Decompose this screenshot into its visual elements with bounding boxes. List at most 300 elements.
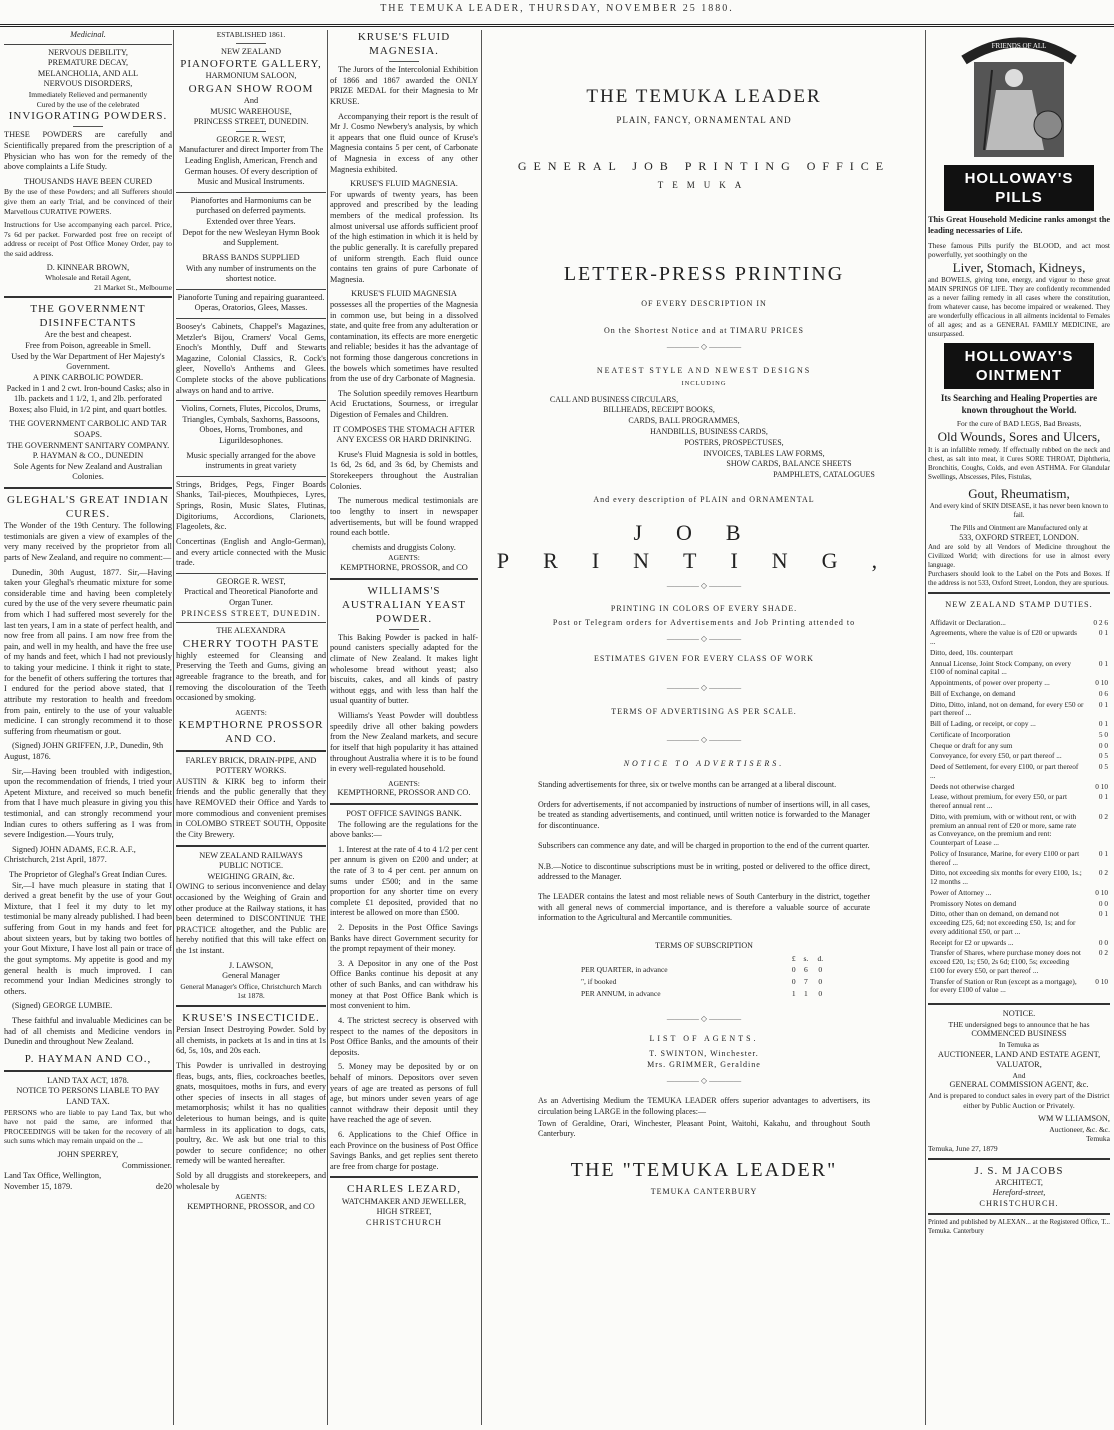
duty-item: Deeds not otherwise charged — [930, 781, 1015, 791]
table-cell: 0 — [818, 976, 823, 986]
britannia-illustration — [944, 30, 1094, 165]
regulation: 6. Applications to the Chief Office in each Province on the business of Post Office Savings Banks, and get replies sent thereto are free from charge for postage. — [330, 1129, 478, 1171]
testimonial-heading: The Proprietor of Gleghal's Great Indian Cures. — [9, 870, 167, 880]
testimonial: Dunedin, 30th August, 1877. Sir,—Having taken your Gleghal's rheumatic mixture for some considerable time and having been completely cured by the use of the very severe rheumatic pain from which I had suffered most severely for the last ten years, I am in a state of perfect health, and now free from all pains. I am now free from the pain, and well in my health, and have the free use of my hands and feet, which I had not previously to taking your medicine. I think it right to state, for the benefit of others suffering the tortures that I endured for the period above stated, that I attribute my restoration to health and freedom from pain, entirely to the use of your valuable medicine. I can strongly recommend it to those suffering from rheumatism or gout. — [4, 567, 172, 736]
town-name: TEMUKA — [657, 180, 751, 191]
table-cell: 0 — [791, 965, 796, 975]
notice-date — [4, 1182, 172, 1193]
ad-body: possesses all the properties of the Magnesia in common use, but being in a dissolved state, and quite free from any adulteration or contamination, its effects are more energetic and reliable; besides it has the advantage of not forming those dangerous concretions in the bowels which sometimes have resulted from the use of dry Carbonate of Magnesia. — [330, 299, 478, 384]
duty-value: 0 2 — [1098, 868, 1108, 878]
notice-date-text: November 15, 1879. — [4, 1181, 73, 1191]
duty-value: 0 1 — [1098, 628, 1108, 638]
ornament-rule: ———— ◇ ———— — [666, 341, 742, 351]
table-row — [581, 965, 827, 975]
ornament-rule: ———— ◇ ———— — [666, 581, 742, 591]
shortest-notice: On the Shortest Notice and at TIMARU PRICES — [604, 325, 804, 335]
duty-value: 0 0 — [1098, 740, 1108, 750]
agent-role: Auctioneer, &c. &c. — [1049, 1124, 1110, 1134]
ad-heading: POST OFFICE SAVINGS BANK. — [346, 808, 462, 818]
ad-body: These famous Pills purify the BLOOD, and act most powerfully, yet soothingly on the — [928, 240, 1110, 260]
table-header-cell: s. — [803, 953, 809, 963]
divider — [928, 1158, 1110, 1160]
ad-body: This Great Household Medicine ranks amongst the leading necessaries of Life. — [928, 215, 1110, 235]
table-row — [930, 813, 1108, 848]
top-rule — [0, 24, 1114, 27]
duty-value: 0 10 — [1095, 678, 1108, 688]
table-cell: PER ANNUM, in advance — [581, 988, 661, 998]
divider — [928, 1213, 1110, 1215]
subscription-terms — [579, 941, 829, 1000]
ad-body: For the cure of BAD LEGS, Bad Breasts, — [956, 419, 1082, 429]
ad-body: The Solution speedily removes Heartburn Acid Eructations, Sourness, or irregular Digestion of Females and Children. — [330, 388, 478, 420]
ad-heading: LAND TAX ACT, 1878. — [47, 1075, 129, 1085]
ad-heading: CHERRY TOOTH PASTE — [182, 637, 320, 650]
duty-item: Ditto, with premium, with or without rent, or with premium an annual rent of £20 or more, same rate as Conveyance, on the premium and rent: Counterpart of Lease ... — [930, 811, 1077, 848]
ad-line: And — [1012, 1070, 1026, 1080]
telegram-line: Post or Telegram orders for Advertisements and Job Printing attended to — [552, 617, 856, 627]
ad-body: highly esteemed for Cleansing and Preserving the Teeth and Gums, giving an agreeable fragrance to the breath, and for removing the discolouration of the Teeth occasioned by smoking. — [176, 650, 326, 703]
duty-value: 0 5 — [1098, 762, 1108, 772]
britannia-engraving — [944, 30, 1094, 165]
ad-line: GENERAL COMMISSION AGENT, &c. — [949, 1080, 1089, 1090]
product-item: SHOW CARDS, BALANCE SHEETS — [726, 459, 852, 469]
table-row — [930, 701, 1108, 719]
subtitle: PLAIN, FANCY, ORNAMENTAL AND — [616, 115, 792, 126]
testimonial: Sir,—I have much pleasure in stating that I derived a great benefit by the use of your Gout Mixture, that I feel it my duty to let my testimonial be many already published. I had been suffering from Gout in my hands and feet for about sixteen years, but by taking two bottles of your Gout Mixture, I have lost all pain or trace of the gout symptoms. My appetite is good and my general health is much improved. I can recommend your Indian Medicines strongly to others. — [4, 880, 172, 996]
imprint: Printed and published by ALEXAN... at the Registered Office, T... Temuka. Canterbury — [928, 1219, 1110, 1236]
duty-value: 5 0 — [1098, 729, 1108, 739]
divider — [176, 400, 326, 401]
ornament-rule: ———— ◇ ———— — [666, 634, 742, 644]
signature: Signed) JOHN ADAMS, F.C.R. A.F., Christchurch, 21st April, 1877. — [4, 844, 136, 865]
duty-item: Bill of Lading, or receipt, or copy ... — [930, 719, 1036, 729]
ad-line: WEIGHING GRAIN, &c. — [207, 871, 295, 881]
figure-head — [1005, 69, 1023, 87]
table-row — [930, 783, 1108, 792]
divider — [928, 592, 1110, 594]
duty-item: Ditto, deed, 10s. counterpart — [930, 647, 1014, 657]
ad-body: Practical and Theoretical Pianoforte and Organ Tuner. — [184, 587, 318, 607]
column-rule — [173, 30, 174, 1425]
duty-item: Policy of Insurance, Marine, for every £100 or part thereof ... — [930, 848, 1080, 867]
notice-paragraph: As an Advertising Medium the TEMUKA LEADER offers superior advantages to advertisers, its circulation being LARGE in the following places:— — [538, 1096, 870, 1116]
duty-item: Annual License, Joint Stock Company, on every £100 of nominal capital ... — [930, 658, 1071, 677]
plain-ornamental: And every description of PLAIN and ORNAMENTAL — [593, 494, 815, 504]
ad-heading: KRUSE'S FLUID MAGNESIA — [351, 289, 457, 299]
ad-body: Pianoforte Tuning and repairing guaranteed. Operas, Oratorios, Glees, Masses. — [177, 292, 325, 313]
table-row — [930, 793, 1108, 811]
agent-place: Temuka — [1085, 1134, 1110, 1144]
notice-paragraph: The LEADER contains the latest and most reliable news of South Canterbury in the district, together with all general news of commercial importance, and is therefore a valuable source of accurate information to the Agricultural and Mercantile communities. — [538, 892, 870, 923]
duty-item: Receipt for £2 or upwards ... — [930, 937, 1014, 947]
divider — [4, 296, 172, 298]
ad-line: NEW ZEALAND — [221, 46, 281, 56]
ad-body: Williams's Yeast Powder will doubtless speedily drive all other baking powders from the New Zealand markets, and secure for itself that high popularity it has attained throughout Australia where it is to be found in every well-regulated household. — [330, 711, 478, 774]
table-row — [930, 889, 1108, 898]
ad-line: PRINCESS STREET, DUNEDIN. — [193, 117, 309, 127]
notice-heading: NOTICE. — [1002, 1009, 1036, 1019]
ad-heading: BRASS BANDS SUPPLIED — [202, 252, 300, 262]
ad-line: ESTABLISHED 1861. — [216, 30, 286, 39]
table-row — [930, 690, 1108, 699]
duty-item: Ditto, other than on demand, on demand not exceeding £25, 6d; not exceeding £50, 1s; and for every additional £50, or part ... — [930, 909, 1076, 936]
ad-heading: PIANOFORTE GALLERY, — [180, 58, 322, 71]
ad-body: Boosey's Cabinets, Chappel's Magazines, Metzler's Bijou, Cramers' Vocal Gems, Enoch's Monthly, Duff and Stewarts Magazine, Colonial Classics, R. Cock's gleer, Novello's Anthems and Glees. Complete stocks of the above publications always on hand and to arrive. — [176, 321, 326, 395]
ad-body: Music specially arranged for the above instruments in great variety — [186, 450, 316, 471]
agent-address: Land Tax Office, Wellington, — [4, 1171, 102, 1181]
ad-body: Concertinas (English and Anglo-German), and every article connected with the Music trade. — [176, 536, 326, 568]
ad-body: THESE POWDERS are carefully and Scientifically prepared from the prescription of a Physician who has won for the remedy of the above complaints a Life Study. — [4, 130, 172, 172]
agent-entry: T. SWINTON, Winchester. — [649, 1048, 759, 1058]
ad-heading: THOUSANDS HAVE BEEN CURED — [23, 176, 153, 186]
column-rule — [925, 30, 926, 1425]
footer-place: TEMUKA CANTERBURY — [650, 1187, 758, 1197]
ad-line: MUSIC WAREHOUSE, — [210, 106, 292, 116]
table-cell: ", if booked — [581, 976, 617, 986]
ad-body: It is an infallible remedy. If effectually rubbed on the neck and chest, as salt into meat, it Cures SORE THROAT, Diphtheria, Bronchitis, Coughs, Colds, and even ASTHMA. For Glandular Swellings, Abscesses, Piles, Fistulas, — [928, 445, 1110, 481]
ad-line: THE ALEXANDRA — [216, 626, 286, 636]
ad-body: Strings, Bridges, Pegs, Finger Boards Shanks, Tail-pieces, Mouthpieces, Lyres, Springs, Rosin, Music Slates, Flutinas, Digitoriums, Accordions, Clarionets, Flageolets, &c. — [176, 479, 326, 532]
table-row — [930, 869, 1108, 887]
column-rule — [481, 30, 482, 1425]
duty-value: 0 6 — [1098, 688, 1108, 698]
duty-item: Deed of Settlement, for every £100, or part thereof ... — [930, 762, 1079, 780]
divider — [4, 1070, 172, 1072]
table-row — [930, 720, 1108, 729]
ad-body: The numerous medical testimonials are too lengthy to insert in newspaper advertisements, but will be found wrapped round each bottle. — [330, 496, 478, 538]
table-header-cell: d. — [817, 953, 824, 963]
ad-body: Persian Insect Destroying Powder. Sold by all chemists, in packets at 1s and in tins at 1s 6d, 5s, 10s, and 20s each. — [176, 1025, 326, 1056]
product-item: INVOICES, TABLES LAW FORMS, — [703, 448, 825, 458]
divider — [176, 192, 326, 193]
short-rule — [389, 629, 419, 630]
duty-item: Agreements, where the value is of £20 or upwards ... — [930, 628, 1077, 647]
table-row — [930, 619, 1108, 628]
table-cell: 0 — [791, 976, 796, 986]
agent-role: WATCHMAKER AND JEWELLER, — [341, 1196, 467, 1206]
notice-paragraph: Subscribers can commence any date, and will be charged in proportion to the end of the current quarter. — [538, 841, 870, 851]
ad-line: AUCTIONEER, LAND AND ESTATE AGENT, VALUATOR, — [937, 1049, 1101, 1070]
duty-value: 0 10 — [1095, 781, 1108, 791]
ad-line: COMMENCED BUSINESS — [971, 1029, 1067, 1039]
duty-value: 0 1 — [1098, 909, 1108, 919]
ad-line: Are the best and cheapest. — [44, 330, 132, 340]
product-item: HANDBILLS, BUSINESS CARDS, — [650, 426, 768, 436]
short-rule — [236, 43, 266, 44]
ad-heading: IT COMPOSES THE STOMACH AFTER ANY EXCESS OR HARD DRINKING. — [333, 424, 475, 445]
duty-item: Promissory Notes on demand — [930, 898, 1017, 908]
table-cell: 6 — [804, 965, 808, 975]
duty-value: 0 2 — [1098, 811, 1108, 821]
table-row — [930, 742, 1108, 751]
notice-code: de20 — [155, 1181, 172, 1191]
ad-body: The following are the regulations for the above banks:— — [330, 819, 478, 840]
regulation: 4. The strictest secrecy is observed with respect to the names of the depositors in Post Office Banks, and the amounts of their deposits. — [330, 1015, 478, 1057]
duty-value: 0 5 — [1098, 751, 1108, 761]
ad-heading: KRUSE'S FLUID MAGNESIA. — [357, 31, 451, 58]
product-item: CARDS, BALL PROGRAMMES, — [628, 416, 740, 426]
table-cell: 0 — [818, 965, 823, 975]
ad-line: Cured by the use of the celebrated — [36, 99, 140, 109]
ad-line: NERVOUS DISORDERS, — [43, 79, 133, 89]
product-item: CALL AND BUSINESS CIRCULARS, — [549, 394, 679, 404]
table-row — [930, 900, 1108, 909]
agent-name: P. HAYMAN AND CO., — [24, 1052, 152, 1065]
holloways-ointment-banner: HOLLOWAY'S OINTMENT — [944, 343, 1094, 389]
duty-item: Appointments, of power over property ... — [930, 678, 1050, 688]
agents-heading: LIST OF AGENTS. — [649, 1034, 759, 1044]
table-row — [581, 989, 827, 999]
duty-value: 0 1 — [1098, 719, 1108, 729]
duty-item: Cheque or draft for any sum — [930, 740, 1013, 750]
duty-item: Affidavit or Declaration... — [930, 617, 1006, 627]
table-row — [930, 679, 1108, 688]
holloways-pills-banner: HOLLOWAY'S PILLS — [944, 165, 1094, 211]
ad-body: Extended over three Years. — [206, 217, 296, 227]
ad-body: Instructions for Use accompanying each parcel. Price, 7s 6d per packet. Forwarded post free on receipt of address or receipt of Post Office Money Order, pay to the said address. — [4, 220, 172, 258]
agent-address: Hereford-street, — [992, 1188, 1046, 1198]
including: INCLUDING — [681, 380, 727, 388]
ad-heading: THE GOVERNMENT SANITARY COMPANY. — [6, 440, 170, 450]
ad-body: Violins, Cornets, Flutes, Piccolos, Drums, Triangles, Cymbals, Saxhorns, Bassoons, Oboes, Horns, Trombones, and Ligurildesophones. — [181, 404, 321, 446]
signature: (Signed) JOHN GRIFFEN, J.P., Dunedin, 9th August, 1876. — [4, 741, 164, 761]
duty-value: 0 10 — [1095, 976, 1108, 986]
table-cell — [581, 954, 787, 964]
agent-role: General Manager — [222, 971, 280, 981]
divider — [330, 578, 478, 580]
table-cell: 7 — [804, 976, 808, 986]
short-rule — [73, 126, 103, 127]
table-header-cell: £ — [791, 953, 796, 963]
subscription-table — [579, 952, 829, 1000]
ad-heading: GLEGHAL'S GREAT INDIAN CURES. — [7, 494, 169, 521]
paper-title: THE TEMUKA LEADER — [586, 86, 822, 107]
duty-item: Certificate of Incorporation — [930, 729, 1011, 739]
table-row — [930, 731, 1108, 740]
table-cell: 0 — [818, 988, 823, 998]
divider — [176, 845, 326, 847]
regulation: 3. A Depositor in any one of the Post Office Banks continue his deposit at any other of such Banks, and can withdraw his money at that Post Office Bank which is most convenient to him. — [330, 958, 478, 1011]
divider — [176, 750, 326, 752]
agent-address: PRINCESS STREET, DUNEDIN. — [181, 608, 321, 618]
duty-value: 0 1 — [1098, 658, 1108, 668]
table-cell: PER QUARTER, in advance — [581, 965, 668, 975]
ad-heading: WILLIAMS'S AUSTRALIAN YEAST POWDER. — [341, 584, 467, 625]
table-row — [930, 978, 1108, 996]
agent-name: WM W LLIAMSON, — [1038, 1114, 1110, 1124]
duty-value: 0 10 — [1095, 887, 1108, 897]
ad-line: INVIGORATING POWDERS. — [8, 110, 168, 123]
duty-value: 0 1 — [1098, 792, 1108, 802]
table-row — [930, 752, 1108, 761]
divider — [928, 1003, 1110, 1005]
ad-line: MELANCHOLIA, AND ALL — [37, 68, 139, 78]
notice-paragraph: N.B.—Notice to discontinue subscriptions must be in writing, posted or delivered to the office direct, addressed to the Manager. — [538, 861, 870, 881]
table-row — [930, 850, 1108, 868]
address: 533, OXFORD STREET, LONDON. — [959, 533, 1079, 542]
agent-name: J. LAWSON, — [228, 960, 274, 970]
column-3 — [330, 30, 478, 1228]
table-row — [930, 649, 1108, 658]
product-item: PAMPHLETS, CATALOGUES — [773, 470, 875, 480]
ornament-rule: ———— ◇ ———— — [666, 1014, 742, 1024]
agent-role: Wholesale and Retail Agent, — [45, 273, 131, 283]
table-header-row — [581, 954, 827, 964]
ad-body: THE undersigned begs to announce that he has — [948, 1019, 1090, 1029]
ad-heading: NEW ZEALAND RAILWAYS — [199, 850, 303, 860]
subscription-heading: TERMS OF SUBSCRIPTION — [655, 941, 753, 951]
ad-body: Manufacturer and direct Importer from The Leading English, American, French and German houses. Of every description of Music and Musical Instruments. — [178, 145, 324, 187]
ad-heading: KRUSE'S INSECTICIDE. — [182, 1012, 320, 1025]
agent-name: JOHN SPERREY, — [57, 1150, 119, 1160]
regulation: 5. Money may be deposited by or on behalf of minors. Depositors over seven years of age are treated as persons of full age, but minors under seven years of age cannot withdraw their deposit until they have reached the age of seven. — [330, 1062, 478, 1125]
ornament-rule: ———— ◇ ———— — [666, 1076, 742, 1086]
ad-body: The Pills and Ointment are Manufactured only at — [950, 524, 1088, 533]
agent-role: ARCHITECT, — [994, 1177, 1043, 1187]
agent-name: KEMPTHORNE, PROSSOR, and CO — [187, 1201, 315, 1211]
agents-label: AGENTS: — [235, 1192, 267, 1202]
agent-name: CHARLES LEZARD, — [347, 1183, 461, 1196]
ad-body: AUSTIN & KIRK beg to inform their friends and the public generally that they have REMOVED their Office and Yards to more commodious and convenient premises in COLOMBO STREET SOUTH, Opposite the City Brewery. — [176, 776, 326, 839]
ad-line: Free from Poison, agreeable in Smell. — [25, 341, 151, 351]
ad-heading: KRUSE'S FLUID MAGNESIA. — [350, 179, 458, 189]
ad-body: And every kind of SKIN DISEASE, it has never been known to fail. — [929, 502, 1109, 520]
section-heading: Medicinal. — [70, 30, 106, 39]
paper-title-footer: THE "TEMUKA LEADER" — [570, 1158, 838, 1181]
duty-value: 0 2 6 — [1093, 617, 1108, 627]
duty-value: 0 2 — [1098, 948, 1108, 958]
ad-body: Packed in 1 and 2 cwt. Iron-bound Casks; also in 1lb. packets and 1 1/2, 1, and 2lb. perforated Boxes; also Fluid, in 1/2 pint, and quart bottles. — [6, 383, 170, 414]
agent-name: J. S. M JACOBS — [974, 1164, 1064, 1177]
neatest-style: NEATEST STYLE AND NEWEST DESIGNS — [596, 366, 812, 375]
agent-address: HIGH STREET, — [376, 1207, 432, 1217]
divider — [176, 573, 326, 574]
ad-body: Purchasers should look to the Label on the Pots and Boxes. If the address is not 533, Oxford Street, London, they are spurious. — [928, 570, 1110, 588]
ad-heading: FARLEY BRICK, DRAIN-PIPE, AND POTTERY WORKS. — [185, 755, 317, 776]
notice-heading: NOTICE TO ADVERTISERS. — [623, 759, 785, 769]
terms-line: TERMS OF ADVERTISING AS PER SCALE. — [611, 706, 797, 716]
testimonial: Sir,—Having been troubled with indigestion, upon the recommendation of friends, I tried your Apetent Mixture, and received so much benefit from that I have much pleasure in giving you this testimonial, and can strongly recommend your Indian cures to others suffering as I was from severe Indigestion.—Yours truly, — [4, 766, 172, 840]
ad-body: chemists and druggists Colony. — [352, 542, 456, 552]
agent-name: P. HAYMAN & CO., DUNEDIN — [32, 451, 144, 461]
letterpress-heading: LETTER-PRESS PRINTING — [563, 262, 845, 285]
divider — [4, 487, 172, 489]
table-row — [930, 939, 1108, 948]
column-5 — [928, 30, 1110, 1237]
divider — [4, 44, 172, 45]
product-list — [486, 395, 922, 481]
wounds-line: Old Wounds, Sores and Ulcers, — [937, 429, 1101, 445]
ad-heading: THE GOVERNMENT DISINFECTANTS — [30, 303, 146, 330]
table-row — [930, 763, 1108, 781]
notice-date: Temuka, June 27, 1879 — [928, 1143, 998, 1153]
agent-role: Commissioner. — [121, 1160, 172, 1170]
ornament-rule: ———— ◇ ———— — [666, 735, 742, 745]
table-row — [930, 629, 1108, 647]
ad-line: PUBLIC NOTICE. — [218, 861, 284, 871]
column-2 — [176, 30, 326, 1212]
debility-ad — [4, 48, 172, 124]
table-row — [581, 977, 827, 987]
stamp-duties-heading: NEW ZEALAND STAMP DUTIES. — [945, 600, 1093, 609]
duty-value: 0 1 — [1098, 699, 1108, 709]
table-cell: 1 — [791, 988, 796, 998]
gout-line: Gout, Rheumatism, — [968, 485, 1070, 501]
ad-body: This Powder is unrivalled in destroying fleas, bugs, ants, flies, cockroaches beetles, gnats, mosquitoes, moths in furs, and every other species of insects in all stages of metamorphosis; whilst it has no qualities deleterious to human beings, and is quite harmless in its application to dogs, cats, poultry, &c. We ask but one trial to this powder to secure confidence; no other remedy will be wanted hereafter. — [176, 1060, 326, 1166]
table-row — [930, 910, 1108, 936]
ad-heading: THE GOVERNMENT CARBOLIC AND TAR SOAPS. — [9, 419, 167, 439]
duty-item: Ditto, not exceeding six months for every £100, 1s.; 12 months ... — [930, 868, 1082, 887]
short-rule — [236, 131, 266, 132]
ad-body: And are sold by all Vendors of Medicine throughout the Civilized World; with directions for use in almost every language. — [928, 543, 1110, 570]
shield — [1034, 111, 1062, 139]
divider — [330, 1176, 478, 1178]
agent-entry: Mrs. GRIMMER, Geraldine — [647, 1059, 761, 1069]
agents-label: AGENTS: — [235, 707, 267, 717]
duty-item: Conveyance, for every £50, or part thereof ... — [930, 751, 1062, 761]
duty-value: 0 0 — [1098, 898, 1108, 908]
divider — [176, 289, 326, 290]
agent-name: KEMPTHORNE, PROSSOR AND CO. — [337, 788, 471, 798]
ad-body: For upwards of twenty years, has been approved and prescribed by the leading members of the medical profession. Its almost universal use affords sufficient proof of the high estimation in which it is held by the public generally. It is carefully prepared of uniform strength. Each fluid ounce contains ten grains of pure Carbonate of Magnesia. — [330, 189, 478, 284]
regulation: 2. Deposits in the Post Office Savings Banks have direct Government security for the prompt repayment of their money. — [330, 923, 478, 954]
duty-item: Ditto, Ditto, inland, not on demand, for every £50 or part thereof ... — [930, 699, 1084, 718]
ad-body: Pianofortes and Harmoniums can be purchased on deferred payments. — [190, 195, 312, 216]
ad-body: With any number of instruments on the shortest notice. — [185, 263, 317, 284]
ad-body: The Jurors of the Intercolonial Exhibition of 1866 and 1867 awarded the ONLY PRIZE MEDAL for their Magnesia to Mr KRUSE. — [330, 65, 478, 106]
ornament-rule: ———— ◇ ———— — [666, 682, 742, 692]
agent-name: KEMPTHORNE PROSSOR AND CO. — [178, 718, 324, 745]
ad-body: By the use of these Powders; and all Sufferers should give them an early Trial, and be convinced of their Marvellous CURATIVE POWERS. — [4, 187, 172, 216]
every-description: OF EVERY DESCRIPTION IN — [641, 299, 767, 309]
agent-address: CHRISTCHURCH. — [979, 1198, 1059, 1208]
ad-body: Sold by all druggists and storekeepers, and wholesale by — [176, 1171, 326, 1191]
divider — [176, 622, 326, 623]
ad-heading: NOTICE TO PERSONS LIABLE TO PAY LAND TAX. — [16, 1086, 160, 1107]
divider — [176, 318, 326, 319]
estimates-line: ESTIMATES GIVEN FOR EVERY CLASS OF WORK — [594, 654, 814, 664]
column-1 — [4, 30, 172, 1193]
agent-role: Sole Agents for New Zealand and Australian Colonies. — [13, 461, 163, 482]
duty-value: 0 1 — [1098, 848, 1108, 858]
notice-paragraph: Standing advertisements for three, six or twelve months can be arranged at a liberal discount. — [538, 779, 837, 789]
column-rule — [327, 30, 328, 1425]
agent-name: GEORGE R. WEST, — [216, 576, 286, 586]
signature: (Signed) GEORGE LUMBIE. — [12, 1001, 113, 1011]
short-rule — [389, 61, 419, 62]
ad-line: Used by the War Department of Her Majesty's Government. — [11, 351, 165, 372]
ad-line: HARMONIUM SALOON, — [205, 71, 297, 81]
regulation: 1. Interest at the rate of 4 to 4 1/2 per cent per annum is given on £200 and under; at the rate of 3 to 4 per cent. per annum on sums under £500; and in the same proportion for any shorter time on every complete £1 deposited, provided that no interest be allowed on more than £500. — [330, 844, 478, 918]
column-4-job-printing — [486, 30, 922, 1198]
agent-name: KEMPTHORNE, PROSSOR, and CO — [340, 562, 468, 572]
ad-body: and BOWELS, giving tone, energy, and vigour to these great MAIN SPRINGS OF LIFE. They are confidently recommended as a never failing remedy in all cases where the constitution, from whatever cause, has become impaired or weakened. They are wonderfully efficacious in all ailments incidental to Females of all ages; and as a GENERAL FAMILY MEDICINE, are unsurpassed. — [928, 276, 1110, 339]
job-printing-heading: JOB PRINTING, — [496, 520, 912, 574]
ad-body: Depot for the new Wesleyan Hymn Book and Supplement. — [182, 227, 320, 248]
ad-body: These faithful and invaluable Medicines can be had of all chemists and Medicine vendors in Dunedin and throughout New Zealand. — [4, 1015, 172, 1047]
notice-paragraph: Town of Geraldine, Orari, Winchester, Pleasant Point, Waitohi, Kakahu, and throughout South Canterbury. — [538, 1119, 870, 1139]
agent-name: GEORGE R. WEST, — [216, 134, 286, 144]
divider — [330, 803, 478, 805]
ad-body: This Baking Powder is packed in half-pound canisters specially adapted for the climate of New Zealand. It makes light wholesome bread without yeast; also biscuits, cakes, and all kinds of pastry without eggs, and with less than half the usual quantity of butter. — [330, 632, 478, 706]
office-title: GENERAL JOB PRINTING OFFICE — [517, 158, 891, 173]
duty-item: Transfer of Station or Run (except as a mortgage), for every £100 of value ... — [930, 976, 1077, 995]
ad-body: The Wonder of the 19th Century. The following testimonials are given a view of examples of the very many received by the proprietor from all parts of New Zealand, and require no comment:— — [4, 521, 172, 562]
banner-text: FRIENDS OF ALL — [991, 42, 1047, 50]
divider — [176, 476, 326, 477]
notice-paragraph: Orders for advertisements, if not accompanied by instructions of number of insertions will, in all cases, be treated as standing advertisements, and continued, until written notice is forwarded to the Manager for discontinuance. — [538, 799, 870, 830]
ad-line: Immediately Relieved and permanently — [28, 90, 148, 100]
